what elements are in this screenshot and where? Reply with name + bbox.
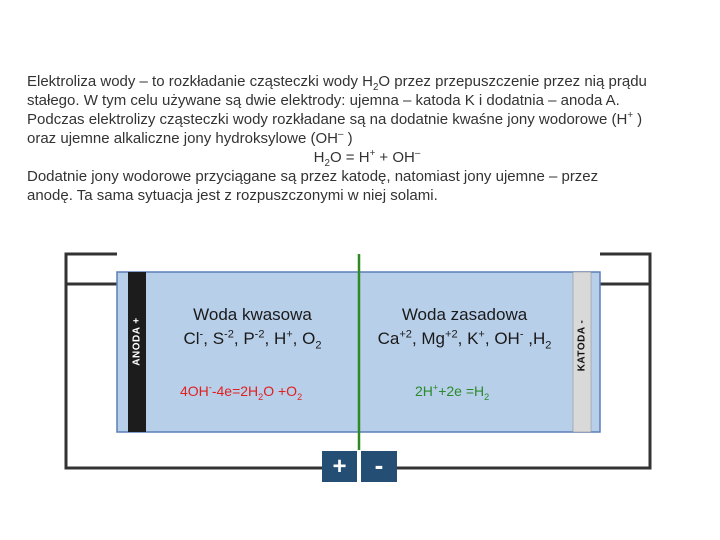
right-ion: $Ca^{+2}$, xyxy=(377,328,422,348)
left-chamber-title: Woda kwasowa xyxy=(193,305,312,324)
intro-line-4: oraz ujemne alkaliczne jony hydroksylowe (OH– ) xyxy=(27,129,353,147)
intro-line-5: Dodatnie jony wodorowe przyciągane są przez katodę, natomiast jony ujemne – przez xyxy=(27,168,599,185)
right-chamber xyxy=(362,305,567,352)
water-dissociation-equation: $H_2O = H^+ + OH^-$ xyxy=(313,148,421,169)
intro-line-6: anodę. Ta sama sytuacja jest z rozpuszczonymi w niej solami. xyxy=(27,187,438,204)
intro-line-2: stałego. W tym celu używane są dwie elektrody: ujemna – katoda K i dodatnia – anoda A. xyxy=(27,92,620,109)
anode-lead xyxy=(66,254,117,284)
intro-line-3: Podczas elektrolizy cząsteczki wody rozkładane są na dodatnie kwaśne jony wodorowe (H+ ) xyxy=(27,110,643,128)
left-chamber-ions xyxy=(150,328,355,352)
right-ion: OH- , xyxy=(494,328,533,348)
right-ion: K+, xyxy=(467,328,495,348)
anode-label: ANODA + xyxy=(131,317,143,366)
cathode-label: KATODA - xyxy=(576,319,588,372)
left-ion: H+, xyxy=(273,328,303,348)
right-ion: $Mg^{+2}$, xyxy=(421,328,468,348)
right-chamber-ions xyxy=(362,328,567,352)
left-ion: $P^{-2}$, xyxy=(243,328,274,348)
right-chamber-title: Woda zasadowa xyxy=(401,305,528,324)
negative-terminal-button[interactable]: - xyxy=(361,451,397,482)
left-reaction: $4OH^--4e=2H_2O +O_2$ xyxy=(180,382,303,402)
right-reaction: $2H^++2e =H_2$ xyxy=(415,382,490,402)
positive-terminal-button[interactable]: + xyxy=(322,451,357,482)
right-ion: $H_2$ xyxy=(532,329,552,352)
left-ion: $O_2$ xyxy=(302,329,322,352)
intro-line-1: Elektroliza wody – to rozkładanie cząsteczki wody $H_2O$ przez przepuszczenie przez nią prądu xyxy=(27,73,647,93)
left-chamber xyxy=(150,305,355,352)
left-ion: $S^{-2}$, xyxy=(212,328,244,348)
cathode-lead xyxy=(600,254,650,284)
left-ion: Cl-, xyxy=(183,328,213,348)
